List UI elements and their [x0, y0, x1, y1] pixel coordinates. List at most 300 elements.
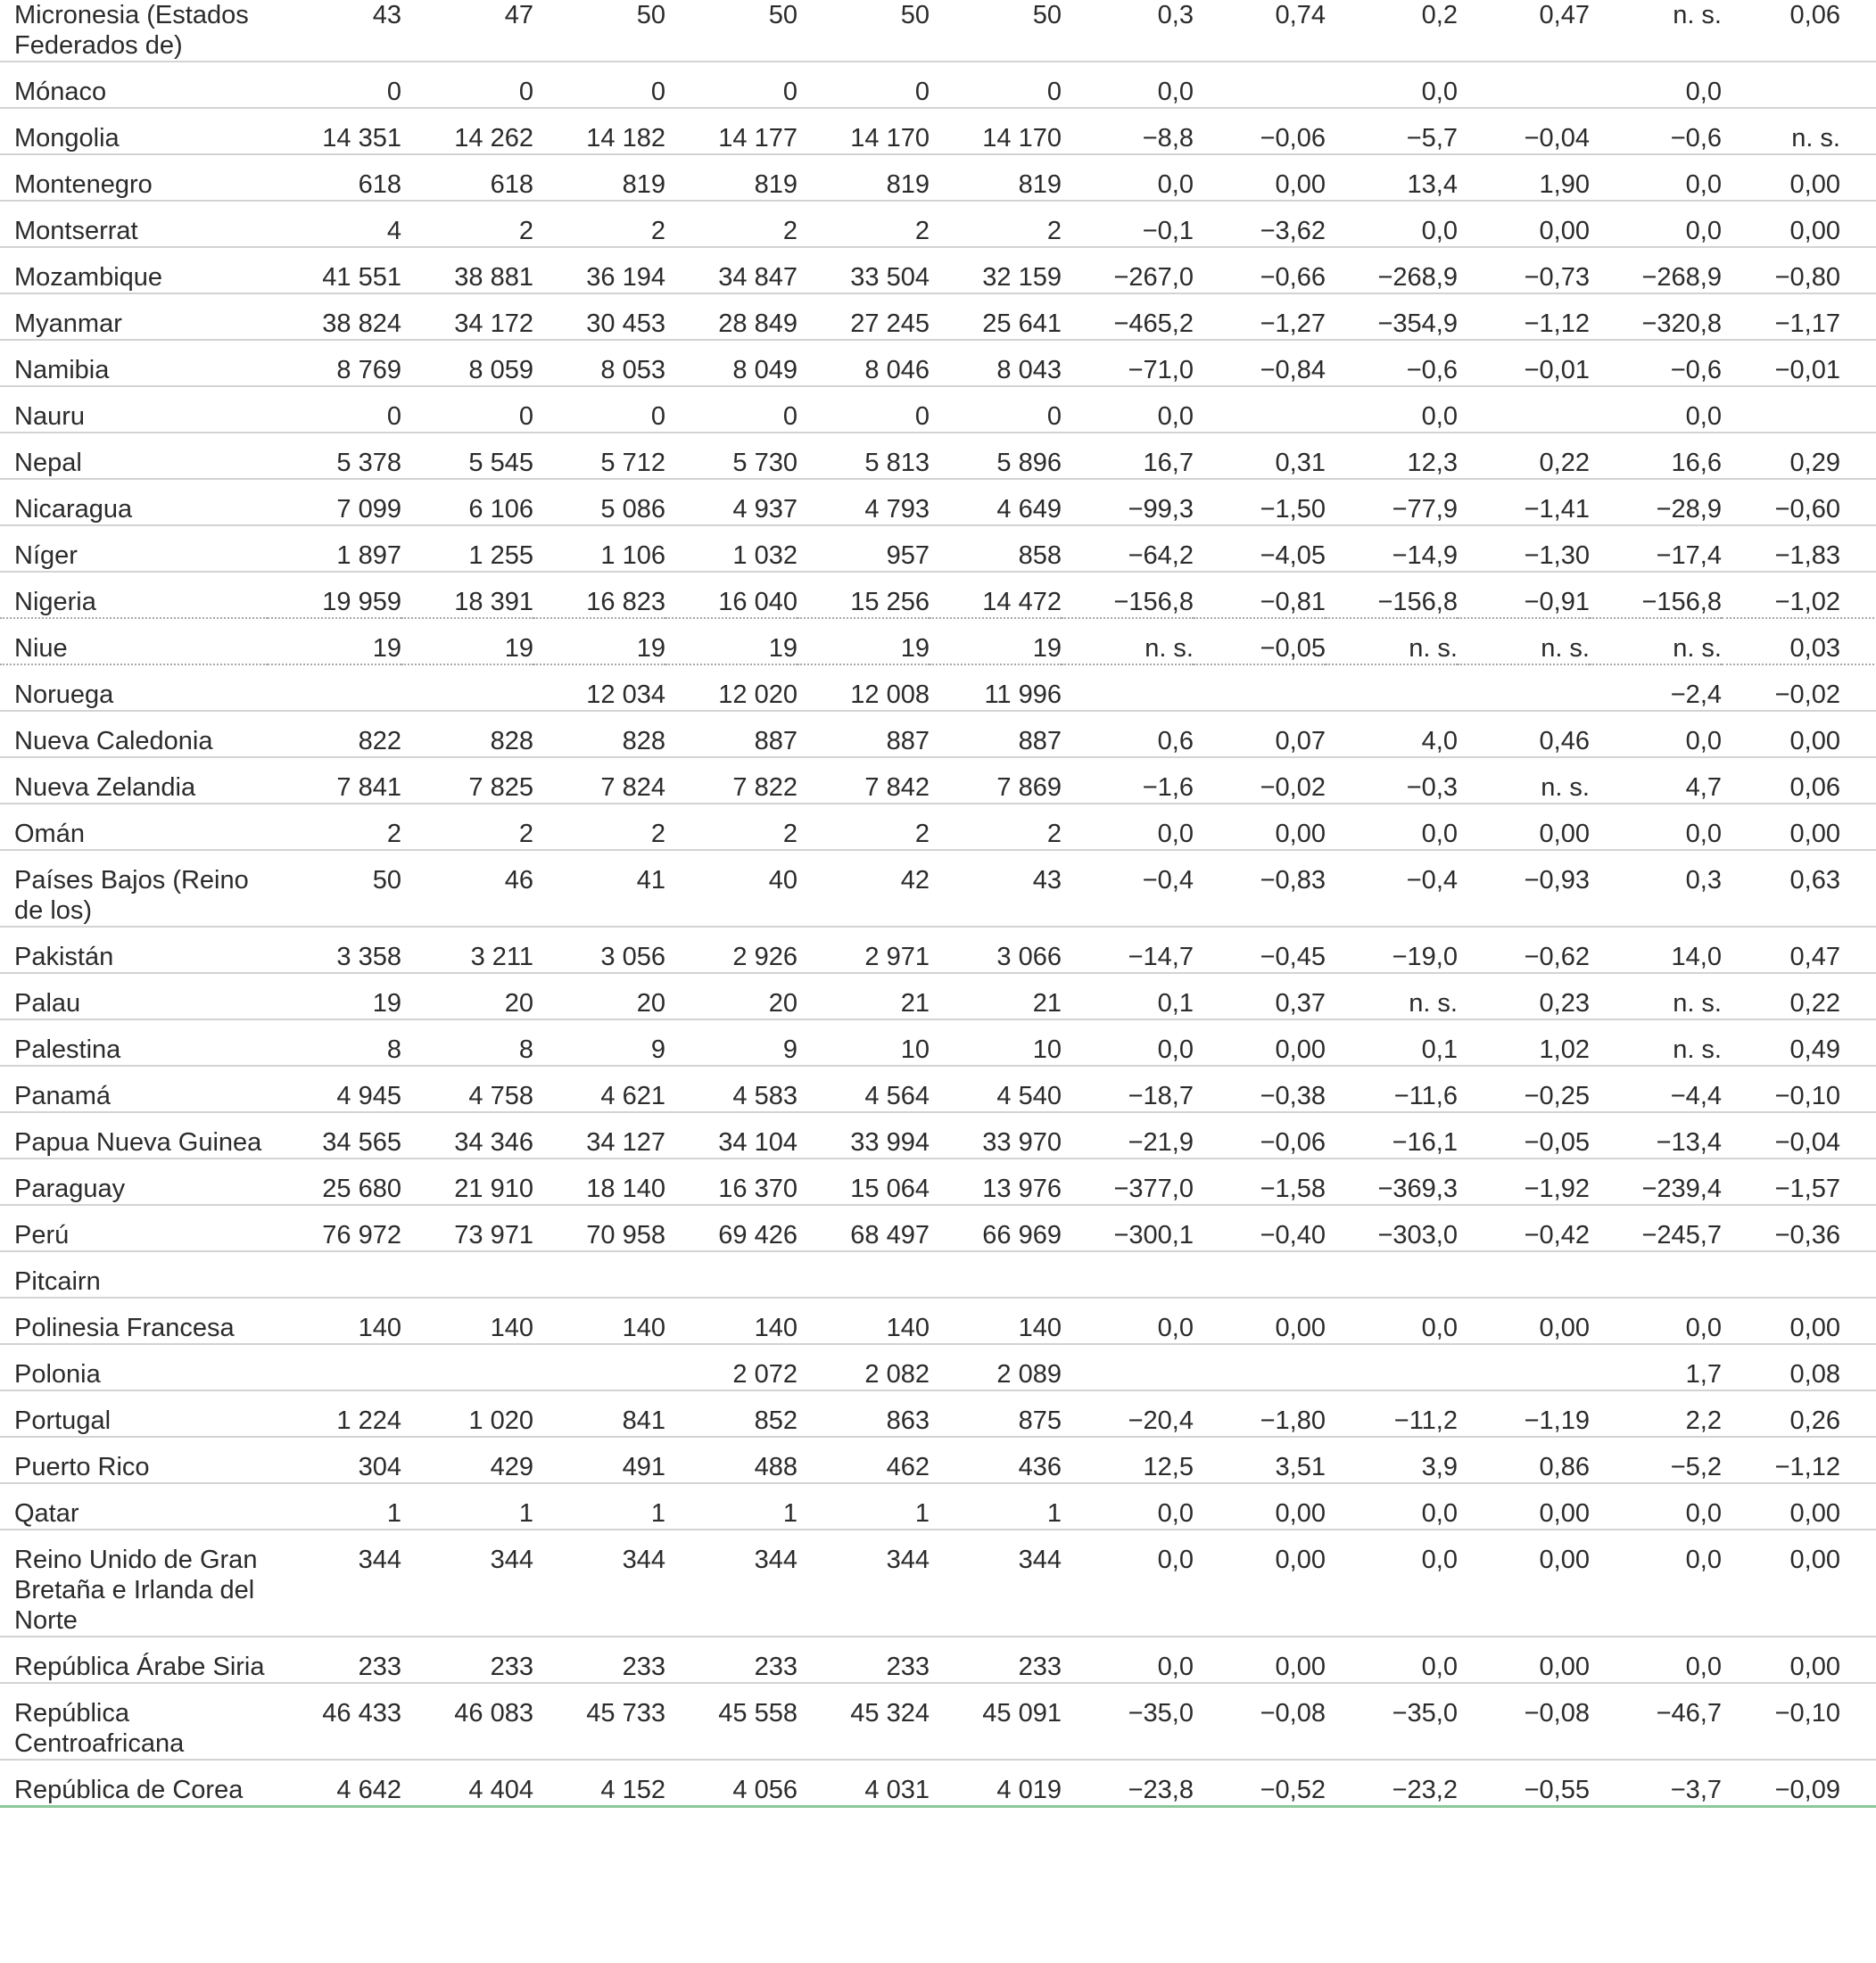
value-cell	[533, 1344, 665, 1390]
value-cell: −1,50	[1260, 495, 1326, 524]
value-cell	[1062, 1251, 1194, 1298]
value-cell: 34 104	[718, 1128, 798, 1157]
value-cell	[665, 1251, 798, 1298]
value-cell: 19	[372, 989, 401, 1018]
value-cell: 42	[900, 866, 930, 895]
value-cell: 1,02	[1539, 1035, 1590, 1064]
value-cell: −5,7	[1406, 124, 1458, 153]
value-cell: 0,0	[1421, 78, 1458, 106]
value-cell: −17,4	[1656, 541, 1722, 570]
value-cell: 2	[782, 820, 798, 848]
value-cell: 0	[650, 78, 665, 106]
value-cell: 0	[386, 402, 401, 431]
value-cell: 0,00	[1539, 1314, 1590, 1342]
country-name-cell: Portugal	[14, 1406, 112, 1435]
value-cell: −0,3	[1406, 773, 1458, 802]
value-cell: −0,45	[1260, 943, 1326, 971]
value-cell: 21	[900, 989, 930, 1018]
value-cell: 16 040	[718, 588, 798, 616]
value-cell: 1 255	[468, 541, 533, 570]
table-row	[0, 1437, 1876, 1483]
value-cell: 33 970	[982, 1128, 1062, 1157]
value-cell: 34 172	[454, 309, 533, 338]
value-cell: 20	[768, 989, 798, 1018]
value-cell: −1,12	[1524, 309, 1590, 338]
value-cell: 38 824	[322, 309, 401, 338]
value-cell: 7 822	[732, 773, 798, 802]
value-cell: −4,05	[1260, 541, 1326, 570]
value-cell: 3 056	[600, 943, 665, 971]
value-cell: 4 540	[996, 1082, 1062, 1110]
value-cell	[798, 1251, 930, 1298]
value-cell: 233	[886, 1653, 930, 1681]
value-cell: 28 849	[718, 309, 798, 338]
value-cell: 887	[1018, 727, 1062, 755]
value-cell: 34 847	[718, 263, 798, 292]
value-cell: 344	[358, 1546, 401, 1574]
value-cell: 0,0	[1157, 1314, 1194, 1342]
value-cell: 0,06	[1789, 1, 1840, 29]
table-row	[0, 973, 1876, 1019]
table-row	[0, 1159, 1876, 1205]
value-cell: 33 504	[850, 263, 930, 292]
value-cell: 0,00	[1275, 1546, 1326, 1574]
value-cell: 0	[518, 78, 533, 106]
value-cell: −0,4	[1142, 866, 1194, 895]
value-cell: 4,0	[1421, 727, 1458, 755]
value-cell: 0,0	[1157, 1653, 1194, 1681]
value-cell: 5 086	[600, 495, 665, 524]
value-cell: 819	[754, 170, 798, 199]
value-cell: 344	[622, 1546, 665, 1574]
value-cell: 7 824	[600, 773, 665, 802]
value-cell: −0,42	[1524, 1221, 1590, 1250]
value-cell: −0,52	[1260, 1776, 1326, 1804]
value-cell: −239,4	[1641, 1175, 1722, 1203]
table-row	[0, 479, 1876, 525]
value-cell: 0,00	[1789, 1499, 1840, 1528]
value-cell: 7 825	[468, 773, 533, 802]
value-cell: −0,84	[1260, 356, 1326, 384]
value-cell: 0,0	[1685, 1653, 1722, 1681]
value-cell: −18,7	[1128, 1082, 1194, 1110]
value-cell: 4 642	[336, 1776, 401, 1804]
value-cell: −0,81	[1260, 588, 1326, 616]
value-cell: −28,9	[1656, 495, 1722, 524]
table-row	[0, 804, 1876, 850]
value-cell: 819	[622, 170, 665, 199]
value-cell: 5 712	[600, 449, 665, 477]
value-cell: 45 324	[850, 1699, 930, 1728]
value-cell: −0,6	[1670, 356, 1722, 384]
value-cell: 33 994	[850, 1128, 930, 1157]
value-cell: 4 031	[864, 1776, 930, 1804]
value-cell: 2	[386, 820, 401, 848]
value-cell: 140	[1018, 1314, 1062, 1342]
value-cell	[1194, 1251, 1326, 1298]
value-cell: 4 056	[732, 1776, 798, 1804]
value-cell: 0	[1046, 402, 1062, 431]
value-cell: 1 032	[732, 541, 798, 570]
value-cell: 488	[754, 1453, 798, 1481]
value-cell: 1	[650, 1499, 665, 1528]
value-cell: −2,4	[1670, 680, 1722, 709]
value-cell: −14,9	[1392, 541, 1458, 570]
value-cell: 8 049	[732, 356, 798, 384]
value-cell: 0,00	[1539, 1499, 1590, 1528]
value-cell: −0,83	[1260, 866, 1326, 895]
value-cell: −4,4	[1670, 1082, 1722, 1110]
value-cell: n. s.	[1409, 989, 1458, 1018]
value-cell: 30 453	[586, 309, 665, 338]
value-cell: 233	[358, 1653, 401, 1681]
country-name-cell: Reino Unido de Gran Bretaña e Irlanda del Norte	[14, 1546, 258, 1635]
value-cell: 0,00	[1539, 1546, 1590, 1574]
value-cell: 828	[622, 727, 665, 755]
value-cell: 0,00	[1539, 1653, 1590, 1681]
country-name-cell: Puerto Rico	[14, 1453, 150, 1481]
value-cell: 45 733	[586, 1699, 665, 1728]
value-cell: −0,05	[1524, 1128, 1590, 1157]
value-cell	[268, 1251, 401, 1298]
value-cell: 0,0	[1685, 78, 1722, 106]
value-cell: 46 433	[322, 1699, 401, 1728]
value-cell: 0,1	[1157, 989, 1194, 1018]
value-cell: 8 059	[468, 356, 533, 384]
value-cell: 4 793	[864, 495, 930, 524]
value-cell: 38 881	[454, 263, 533, 292]
value-cell: −268,9	[1641, 263, 1722, 292]
value-cell: 21 910	[454, 1175, 533, 1203]
value-cell: 0,00	[1539, 820, 1590, 848]
value-cell: 233	[754, 1653, 798, 1681]
value-cell: 8 046	[864, 356, 930, 384]
value-cell: 16 370	[718, 1175, 798, 1203]
value-cell	[1326, 1251, 1458, 1298]
value-cell: −77,9	[1392, 495, 1458, 524]
value-cell: 0	[782, 78, 798, 106]
value-cell: 0,0	[1157, 170, 1194, 199]
value-cell: 0,47	[1539, 1, 1590, 29]
value-cell: 12 034	[586, 680, 665, 709]
value-cell: 1 106	[600, 541, 665, 570]
value-cell: 2	[650, 217, 665, 245]
value-cell: 233	[622, 1653, 665, 1681]
value-cell: 34 346	[454, 1128, 533, 1157]
value-cell: −3,62	[1260, 217, 1326, 245]
value-cell: 19	[768, 634, 798, 663]
table-row	[0, 1251, 1876, 1298]
value-cell: 2 089	[996, 1360, 1062, 1389]
value-cell: 618	[358, 170, 401, 199]
value-cell: 429	[490, 1453, 533, 1481]
value-cell: 0,3	[1685, 866, 1722, 895]
value-cell: −46,7	[1656, 1699, 1722, 1728]
value-cell: 828	[490, 727, 533, 755]
value-cell: 16,6	[1671, 449, 1722, 477]
value-cell: 12,3	[1407, 449, 1458, 477]
value-cell: −0,06	[1260, 124, 1326, 153]
value-cell: −156,8	[1113, 588, 1194, 616]
value-cell: −1,19	[1524, 1406, 1590, 1435]
table-row	[0, 525, 1876, 572]
value-cell: 34 565	[322, 1128, 401, 1157]
value-cell: 46 083	[454, 1699, 533, 1728]
country-name-cell: Qatar	[14, 1499, 79, 1528]
country-name-cell: Noruega	[14, 680, 114, 709]
value-cell	[1458, 1344, 1590, 1390]
value-cell: 0,22	[1539, 449, 1590, 477]
value-cell: −0,1	[1142, 217, 1194, 245]
value-cell: −0,62	[1524, 943, 1590, 971]
value-cell: 0,06	[1789, 773, 1840, 802]
value-cell	[1722, 62, 1876, 108]
value-cell: 0,0	[1421, 402, 1458, 431]
table-row	[0, 757, 1876, 804]
value-cell: n. s.	[1673, 634, 1722, 663]
country-name-cell: Polinesia Francesa	[14, 1314, 235, 1342]
value-cell: 4	[386, 217, 401, 245]
country-name-cell: Palau	[14, 989, 81, 1018]
value-cell: −0,10	[1774, 1699, 1840, 1728]
table-row	[0, 1760, 1876, 1807]
country-name-cell: Nepal	[14, 449, 82, 477]
value-cell: −1,12	[1774, 1453, 1840, 1481]
value-cell: −0,93	[1524, 866, 1590, 895]
value-cell: 0,29	[1789, 449, 1840, 477]
value-cell	[1458, 386, 1590, 433]
value-cell: 18 391	[454, 588, 533, 616]
value-cell: 14 182	[586, 124, 665, 153]
value-cell: 0,00	[1789, 1653, 1840, 1681]
value-cell: −14,7	[1128, 943, 1194, 971]
value-cell: 344	[886, 1546, 930, 1574]
value-cell: 8 053	[600, 356, 665, 384]
value-cell: 20	[636, 989, 665, 1018]
value-cell: n. s.	[1409, 634, 1458, 663]
value-cell: 140	[622, 1314, 665, 1342]
value-cell: −0,4	[1406, 866, 1458, 895]
value-cell	[401, 1344, 533, 1390]
value-cell: 140	[358, 1314, 401, 1342]
country-name-cell: Micronesia (Estados Federados de)	[14, 1, 249, 60]
value-cell: 0,49	[1789, 1035, 1840, 1064]
value-cell	[1062, 1344, 1194, 1390]
table-row	[0, 154, 1876, 201]
value-cell: 0,0	[1421, 1546, 1458, 1574]
country-name-cell: Myanmar	[14, 309, 122, 338]
value-cell: 5 545	[468, 449, 533, 477]
country-name-cell: Pakistán	[14, 943, 114, 971]
value-cell: 0,00	[1275, 1035, 1326, 1064]
country-name-cell: Papua Nueva Guinea	[14, 1128, 262, 1157]
value-cell	[401, 1251, 533, 1298]
value-cell: −1,30	[1524, 541, 1590, 570]
value-cell: 2 971	[864, 943, 930, 971]
value-cell: −5,2	[1670, 1453, 1722, 1481]
value-cell: 344	[1018, 1546, 1062, 1574]
table-row	[0, 1530, 1876, 1637]
value-cell: 2	[518, 820, 533, 848]
table-row	[0, 0, 1876, 62]
value-cell: 1 224	[336, 1406, 401, 1435]
value-cell: −1,17	[1774, 309, 1840, 338]
value-cell: 2	[1046, 820, 1062, 848]
value-cell: 233	[1018, 1653, 1062, 1681]
value-cell: 50	[636, 1, 665, 29]
value-cell: 3,51	[1275, 1453, 1326, 1481]
country-name-cell: Nueva Zelandia	[14, 773, 196, 802]
country-name-cell: República de Corea	[14, 1776, 244, 1804]
value-cell: 0,00	[1275, 170, 1326, 199]
value-cell: 852	[754, 1406, 798, 1435]
value-cell: −354,9	[1377, 309, 1458, 338]
value-cell	[401, 664, 533, 711]
value-cell: −0,04	[1774, 1128, 1840, 1157]
value-cell: 43	[1032, 866, 1062, 895]
value-cell: 32 159	[982, 263, 1062, 292]
value-cell: 2	[914, 820, 930, 848]
value-cell: 10	[1032, 1035, 1062, 1064]
value-cell: 5 896	[996, 449, 1062, 477]
country-name-cell: Montenegro	[14, 170, 153, 199]
value-cell: n. s.	[1791, 124, 1840, 153]
value-cell: −1,80	[1260, 1406, 1326, 1435]
value-cell: 3 358	[336, 943, 401, 971]
value-cell: 19	[900, 634, 930, 663]
value-cell: −1,92	[1524, 1175, 1590, 1203]
value-cell: 34 127	[586, 1128, 665, 1157]
value-cell: 0,31	[1275, 449, 1326, 477]
value-cell: 4 945	[336, 1082, 401, 1110]
value-cell: 0,0	[1685, 1499, 1722, 1528]
value-cell: 20	[504, 989, 533, 1018]
value-cell: 7 841	[336, 773, 401, 802]
value-cell: 19	[504, 634, 533, 663]
value-cell: 1	[914, 1499, 930, 1528]
value-cell: 887	[754, 727, 798, 755]
value-cell: 40	[768, 866, 798, 895]
value-cell	[1458, 1251, 1590, 1298]
value-cell: 822	[358, 727, 401, 755]
value-cell: 14 170	[982, 124, 1062, 153]
value-cell	[268, 664, 401, 711]
country-name-cell: Niue	[14, 634, 68, 663]
value-cell: 12 008	[850, 680, 930, 709]
value-cell: 0,74	[1275, 1, 1326, 29]
table-row	[0, 1390, 1876, 1437]
value-cell: −16,1	[1392, 1128, 1458, 1157]
value-cell: 36 194	[586, 263, 665, 292]
country-name-cell: Paraguay	[14, 1175, 126, 1203]
value-cell: 18 140	[586, 1175, 665, 1203]
value-cell: 43	[372, 1, 401, 29]
value-cell: 19	[372, 634, 401, 663]
value-cell: −0,06	[1260, 1128, 1326, 1157]
value-cell: −156,8	[1377, 588, 1458, 616]
value-cell	[1194, 664, 1326, 711]
value-cell: n. s.	[1673, 989, 1722, 1018]
value-cell: −303,0	[1377, 1221, 1458, 1250]
value-cell: 50	[768, 1, 798, 29]
value-cell: −0,25	[1524, 1082, 1590, 1110]
table-row	[0, 293, 1876, 340]
value-cell: 46	[504, 866, 533, 895]
value-cell: 0,0	[1157, 1035, 1194, 1064]
value-cell: 0,0	[1157, 1546, 1194, 1574]
value-cell: −0,01	[1774, 356, 1840, 384]
value-cell: 2 926	[732, 943, 798, 971]
value-cell: −21,9	[1128, 1128, 1194, 1157]
value-cell: 344	[490, 1546, 533, 1574]
value-cell: −0,04	[1524, 124, 1590, 153]
value-cell: 4 621	[600, 1082, 665, 1110]
value-cell: −8,8	[1142, 124, 1194, 153]
table-row	[0, 386, 1876, 433]
table-row	[0, 1112, 1876, 1159]
value-cell: −20,4	[1128, 1406, 1194, 1435]
value-cell: 0,6	[1157, 727, 1194, 755]
value-cell: 0,00	[1275, 1653, 1326, 1681]
value-cell: 19 959	[322, 588, 401, 616]
value-cell: 0,0	[1421, 1314, 1458, 1342]
value-cell: 50	[1032, 1, 1062, 29]
value-cell: −369,3	[1377, 1175, 1458, 1203]
value-cell: 1,90	[1539, 170, 1590, 199]
value-cell: 0	[1046, 78, 1062, 106]
value-cell: 4,7	[1685, 773, 1722, 802]
value-cell: −0,02	[1260, 773, 1326, 802]
value-cell: 0,07	[1275, 727, 1326, 755]
value-cell: −0,02	[1774, 680, 1840, 709]
value-cell: 0,0	[1685, 727, 1722, 755]
value-cell: 7 869	[996, 773, 1062, 802]
value-cell: −1,02	[1774, 588, 1840, 616]
value-cell	[1722, 1251, 1876, 1298]
value-cell: 2,2	[1685, 1406, 1722, 1435]
value-cell: 41	[636, 866, 665, 895]
value-cell: 45 091	[982, 1699, 1062, 1728]
value-cell: 140	[490, 1314, 533, 1342]
value-cell: 8 043	[996, 356, 1062, 384]
table-row	[0, 433, 1876, 479]
value-cell: 12 020	[718, 680, 798, 709]
value-cell: 887	[886, 727, 930, 755]
value-cell: 304	[358, 1453, 401, 1481]
table-row	[0, 1205, 1876, 1251]
value-cell: 2	[782, 217, 798, 245]
value-cell: 875	[1018, 1406, 1062, 1435]
value-cell	[268, 1344, 401, 1390]
table-row	[0, 62, 1876, 108]
value-cell: 233	[490, 1653, 533, 1681]
value-cell: 3 211	[470, 943, 533, 971]
value-cell: 957	[886, 541, 930, 570]
value-cell: 14 472	[982, 588, 1062, 616]
value-cell: −99,3	[1128, 495, 1194, 524]
value-cell: 2	[518, 217, 533, 245]
value-cell: 9	[782, 1035, 798, 1064]
value-cell: −267,0	[1113, 263, 1194, 292]
value-cell: 69 426	[718, 1221, 798, 1250]
value-cell: 0,00	[1275, 1499, 1326, 1528]
value-cell: 0	[782, 402, 798, 431]
value-cell: 3,9	[1421, 1453, 1458, 1481]
value-cell: 0,0	[1421, 1499, 1458, 1528]
value-cell: 1,7	[1685, 1360, 1722, 1389]
country-name-cell: Panamá	[14, 1082, 112, 1110]
value-cell: 8	[386, 1035, 401, 1064]
